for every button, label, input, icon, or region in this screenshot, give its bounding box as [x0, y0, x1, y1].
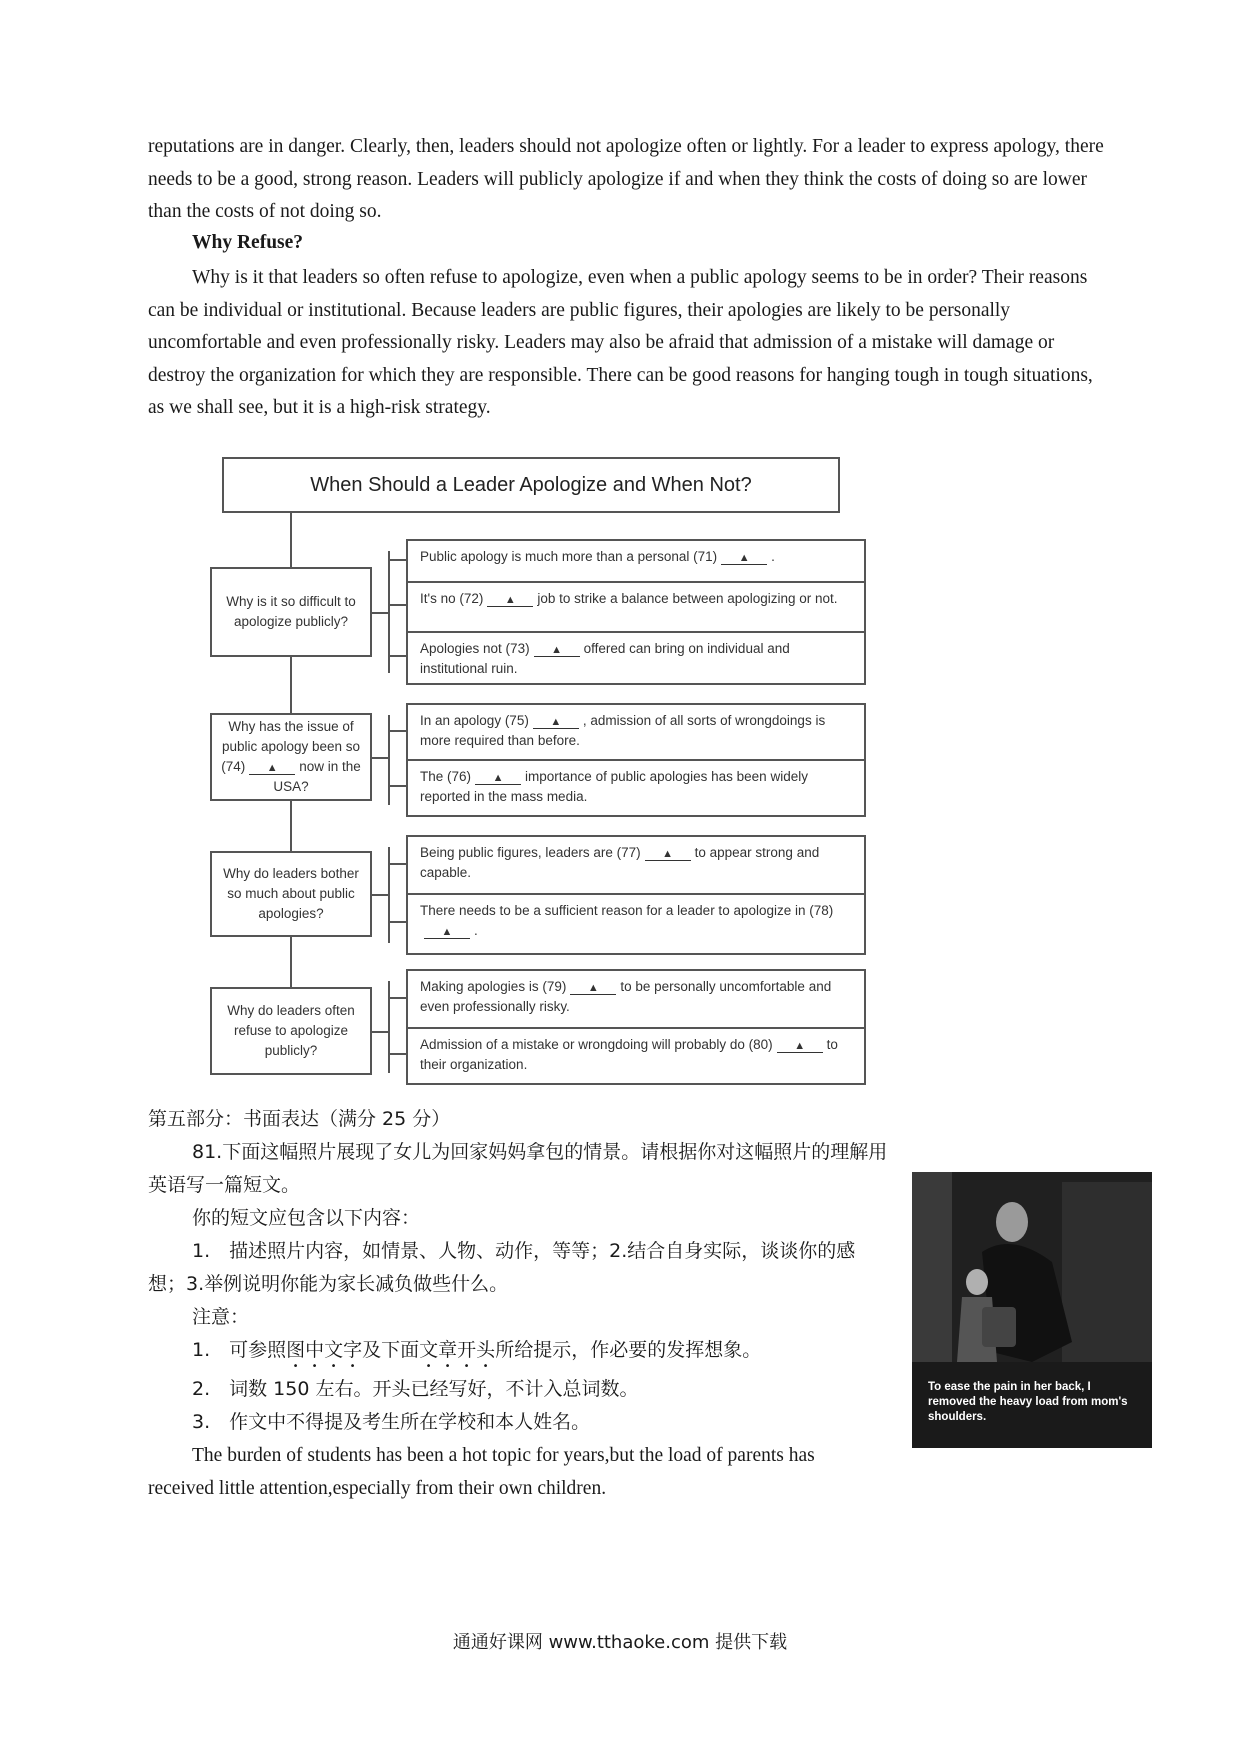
notes-label: 注意：: [192, 1306, 250, 1328]
section-paragraph: Why is it that leaders so often refuse to apologize, even when a public apology seems to be in order? Their reasons can be individual or institutional. Because leaders are public figures, their apologies are likely to be personally uncomfortable and even professionally risky. Leaders may also be afraid that admission of a mistake will damage or destroy the organization for which they are responsible. There can be good reasons for hanging tough in tough situations, as we shall see, but it is a high-risk strategy.: [148, 267, 1093, 419]
bracket-tick: [388, 559, 406, 561]
answer-blank: ▲: [487, 594, 533, 607]
bracket-tick: [388, 997, 406, 999]
answer-blank: ▲: [475, 772, 521, 785]
answer-blank: ▲: [533, 716, 579, 729]
flowchart-answer-item: Apologies not (73) ▲ offered can bring on individual and institutional ruin.: [408, 631, 864, 683]
flowchart-title: When Should a Leader Apologize and When Not?: [222, 457, 840, 513]
note-3: 3. 作文中不得提及考生所在学校和本人姓名。: [192, 1411, 591, 1433]
essay-opening: The burden of students has been a hot topic for years,but the load of parents has received little attention,especially from their own children.: [148, 1445, 815, 1499]
flowchart-question-4: [210, 987, 372, 1075]
note1-b: 图中文字: [286, 1339, 363, 1361]
answer-blank: ▲: [645, 848, 691, 861]
bracket-line: [388, 715, 390, 805]
flowchart-answer-item: Admission of a mistake or wrongdoing will probably do (80) ▲ to their organization.: [408, 1027, 864, 1083]
flowchart-answers-3: [406, 835, 866, 955]
flowchart-question-2: [210, 713, 372, 801]
section-heading: Why Refuse?: [192, 232, 304, 253]
note1-a: 1. 可参照: [192, 1339, 287, 1361]
intro-paragraph: reputations are in danger. Clearly, then, leaders should not apologize often or lightly. For a leader to express apology, there needs to be a good, strong reason. Leaders will publicly apologize if and when they think the costs of doing so are lower than the costs of not doing so.: [148, 136, 1104, 223]
flowchart-answer-item: There needs to be a sufficient reason for a leader to apologize in (78)▲ .: [408, 893, 864, 953]
photo-caption: To ease the pain in her back, I removed the heavy load from mom's shoulders.: [928, 1381, 1128, 1423]
connector-line: [372, 757, 388, 759]
flowchart-answer-item: Making apologies is (79) ▲ to be personally uncomfortable and even professionally risky.: [420, 979, 832, 1014]
answer-blank: ▲: [249, 762, 295, 775]
bracket-tick: [388, 863, 406, 865]
content-items: 1. 描述照片内容，如情景、人物、动作，等等；2.结合自身实际，谈谈你的感想；3.举例说明你能为家长减负做些什么。: [148, 1240, 856, 1295]
flowchart-question-1: [210, 567, 372, 657]
question-text: Why do leaders bother so much about public apologies?: [223, 866, 359, 921]
answer-blank: ▲: [424, 926, 470, 939]
flowchart-answers-2: [406, 703, 866, 817]
flowchart-answer-item: The (76) ▲ importance of public apologies has been widely reported in the mass media.: [408, 759, 864, 815]
bracket-tick: [388, 921, 406, 923]
flowchart-answer-item: In an apology (75) ▲ , admission of all sorts of wrongdoings is more required than before.: [420, 713, 826, 748]
flowchart-answers-1: [406, 539, 866, 685]
note1-e: 所给提示，作必要的发挥想象。: [495, 1339, 762, 1361]
connector-line: [372, 612, 388, 614]
flowchart-answer-item: Public apology is much more than a personal (71) ▲ .: [420, 549, 775, 564]
answer-blank: ▲: [777, 1040, 823, 1053]
content-intro: 你的短文应包含以下内容：: [192, 1207, 421, 1229]
flowchart-question-3: [210, 851, 372, 937]
note-2: 2. 词数 150 左右。开头已经写好，不计入总词数。: [192, 1378, 639, 1400]
bracket-tick: [388, 604, 406, 606]
part-title: 第五部分：书面表达（满分 25 分）: [148, 1108, 451, 1130]
writing-prompt: 81.下面这幅照片展现了女儿为回家妈妈拿包的情景。请根据你对这幅照片的理解用英语写一篇短文。: [148, 1141, 888, 1196]
question-text: Why do leaders often refuse to apologize publicly?: [227, 1003, 355, 1058]
answer-blank: ▲: [721, 552, 767, 565]
page-footer: 通通好课网 www.tthaoke.com 提供下载: [452, 1632, 788, 1653]
bracket-line: [388, 847, 390, 943]
flowchart-answer-item: Being public figures, leaders are (77) ▲ to appear strong and capable.: [420, 845, 820, 880]
connector-line: [372, 1031, 388, 1033]
bracket-tick: [388, 1053, 406, 1055]
answer-blank: ▲: [570, 982, 616, 995]
bracket-tick: [388, 730, 406, 732]
note1-d: 文章开头: [419, 1339, 496, 1361]
note-1: [192, 1334, 932, 1372]
flowchart-answer-item: It's no (72) ▲ job to strike a balance between apologizing or not.: [408, 581, 864, 631]
mother-daughter-photo: [912, 1172, 1152, 1448]
bracket-tick: [388, 655, 406, 657]
question-text: Why has the issue of public apology been so (74) ▲ now in the USA?: [221, 719, 361, 794]
note1-c: 及下面: [362, 1339, 420, 1361]
connector-line: [372, 894, 388, 896]
answer-blank: ▲: [534, 644, 580, 657]
bracket-line: [388, 981, 390, 1073]
question-text: Why is it so difficult to apologize publicly?: [226, 594, 356, 629]
bracket-tick: [388, 785, 406, 787]
flowchart-answers-4: [406, 969, 866, 1085]
flowchart: [210, 455, 870, 1085]
